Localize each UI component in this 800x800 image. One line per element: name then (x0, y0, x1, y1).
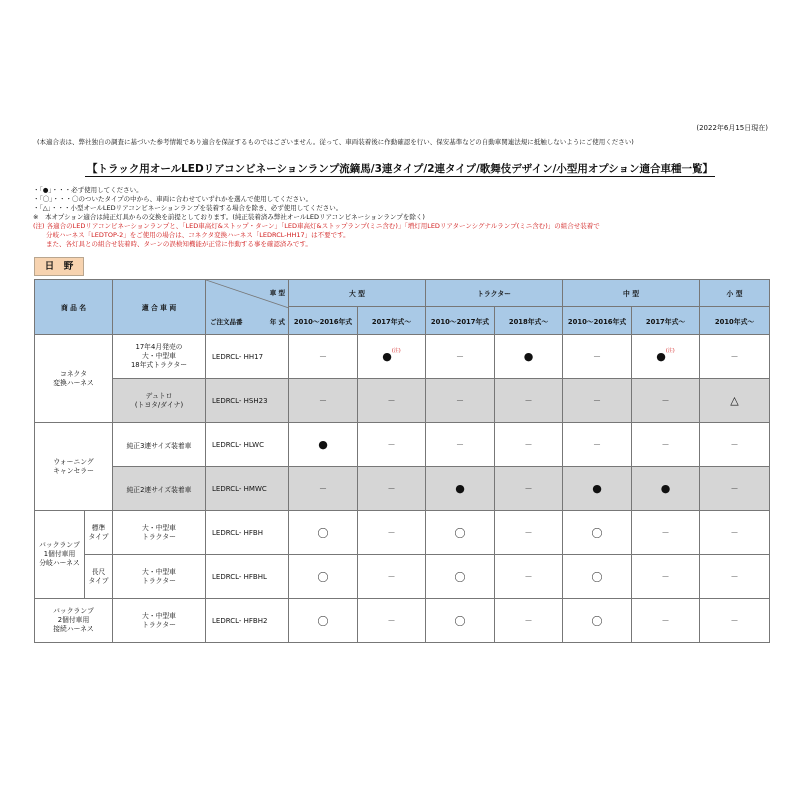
product-name: ウォーニング キャンセラー (35, 423, 113, 511)
mark-cell: － (456, 440, 464, 449)
mark-cell: － (524, 616, 533, 625)
mark-cell: － (319, 484, 327, 493)
mark-cell: － (524, 396, 533, 405)
mark-cell: － (387, 440, 396, 449)
year-header: 2010～2016年式 (289, 307, 358, 335)
mark-cell: － (730, 616, 739, 625)
year-header: 2017年式～ (632, 307, 700, 335)
corner-left-label: ご注文品番 (210, 318, 243, 326)
mark-cell: 〇 (317, 570, 329, 584)
product-name: バックランプ 1個付車用 分岐ハーネス (35, 511, 85, 599)
legend-line: ・「△」・・・小型オールLEDリアコンビネーションランプを装着する場合を除き、必ず使用してください。 (33, 204, 343, 212)
vehicle-cell: 大・中型車 トラクター (113, 599, 206, 643)
table-row (35, 599, 770, 643)
mark-cell: 〇 (591, 614, 603, 628)
mark-cell: ● (656, 350, 666, 363)
maker-label: 日 野 (34, 257, 84, 276)
table-row (35, 511, 770, 555)
mark-cell: ● (382, 350, 392, 363)
code-cell: LEDRCL- HLWC (206, 423, 289, 467)
vehicle-cell: 大・中型車 トラクター (113, 511, 206, 555)
note-marker: (注) (391, 348, 401, 354)
mark-cell: ● (318, 438, 328, 451)
mark-cell: － (456, 352, 464, 361)
mark-cell: ● (592, 482, 602, 495)
table-row (35, 379, 770, 423)
subtype-cell: 標準 タイプ (85, 511, 113, 555)
mark-cell: － (661, 440, 670, 449)
code-cell: LEDRCL- HH17 (206, 335, 289, 379)
mark-cell: － (456, 396, 464, 405)
vehicle-cell: 純正2連サイズ装着車 (113, 467, 206, 511)
year-header: 2017年式～ (358, 307, 426, 335)
year-header: 2018年式～ (495, 307, 563, 335)
mark-cell: － (730, 572, 739, 581)
year-header: 2010～2016年式 (563, 307, 632, 335)
mark-cell: 〇 (591, 570, 603, 584)
group-header: トラクター (426, 280, 563, 307)
mark-cell: △ (730, 394, 739, 407)
header-corner (206, 280, 289, 335)
mark-cell: ● (455, 482, 465, 495)
mark-cell: － (661, 572, 670, 581)
vehicle-cell: 17年4月発売の 大・中型車 18年式トラクター (113, 335, 206, 379)
mark-cell: 〇 (454, 614, 466, 628)
legend-notes (33, 186, 600, 249)
mark-cell: ● (523, 350, 534, 363)
mark-cell: － (593, 352, 602, 361)
mark-cell: － (524, 572, 533, 581)
mark-cell: － (387, 528, 396, 537)
table-row (35, 423, 770, 467)
code-cell: LEDRCL- HSH23 (206, 379, 289, 423)
legend-note-red: 分岐ハーネス「LEDTOP-2」をご使用の場合は、コネクタ変換ハーネス「LEDRCL-HH17」は不要です。 (33, 231, 350, 239)
mark-cell: － (319, 396, 327, 405)
product-name: コネクタ 変換ハーネス (35, 335, 113, 423)
page-title-text: 【トラック用オールLEDリアコンビネーションランプ流鏑馬/3連タイプ/2連タイプ/歌舞伎デザイン/小型用オプション適合車種一覧】 (87, 163, 713, 175)
mark-cell: － (730, 352, 739, 361)
mark-cell: － (387, 396, 396, 405)
group-header: 小 型 (700, 280, 770, 307)
legend-note-red: (注) 各適合のLEDリアコンビネーションランプと、「LED車高灯&ストップ・ターン」「LED車高灯&ストップランプ(ミニ含む)」「増灯用LEDリアターンシグナルランプ(ミニ含む)」の組合せ装着で (33, 222, 600, 230)
year-header: 2010～2017年式 (426, 307, 495, 335)
legend-line: ※ 本オプション適合は純正灯具からの交換を前提としております。(純正装着済み弊社オールLEDリアコンビネーションランプを除く) (33, 213, 425, 221)
mark-cell: － (524, 528, 533, 537)
vehicle-cell: 大・中型車 トラクター (113, 555, 206, 599)
header-vehicle: 適 合 車 両 (113, 280, 206, 335)
table-row (35, 467, 770, 511)
page-title (0, 161, 800, 176)
mark-cell: － (319, 352, 327, 361)
legend-line: ・「●」・・・必ず使用してください。 (33, 186, 143, 194)
mark-cell: 〇 (317, 614, 329, 628)
mark-cell: 〇 (454, 526, 466, 540)
table-row (35, 335, 770, 379)
compatibility-table (34, 279, 770, 643)
mark-cell: － (387, 484, 396, 493)
note-marker: (注) (665, 348, 675, 354)
mark-cell: － (593, 440, 602, 449)
mark-cell: － (524, 440, 533, 449)
mark-cell: － (661, 528, 670, 537)
mark-cell: － (387, 616, 396, 625)
group-header: 中 型 (563, 280, 700, 307)
code-cell: LEDRCL- HFBHL (206, 555, 289, 599)
mark-cell: － (661, 396, 670, 405)
mark-cell: － (730, 484, 739, 493)
subtype-cell: 長尺 タイプ (85, 555, 113, 599)
mark-cell: － (524, 484, 533, 493)
code-cell: LEDRCL- HFBH (206, 511, 289, 555)
corner-top-label: 車 型 (269, 289, 285, 297)
table-row (35, 555, 770, 599)
mark-cell: － (730, 440, 739, 449)
legend-line: ・「〇」・・・〇のついたタイプの中から、車両に合わせていずれかを選んで使用してください。 (33, 195, 313, 203)
mark-cell: － (593, 396, 602, 405)
product-name: バックランプ 2個付車用 接続ハーネス (35, 599, 113, 643)
code-cell: LEDRCL- HMWC (206, 467, 289, 511)
year-header: 2010年式～ (700, 307, 770, 335)
code-cell: LEDRCL- HFBH2 (206, 599, 289, 643)
legend-note-red: また、各灯具との組合せ装着時、ターンの誤検知機能が正常に作動する事を確認済みです。 (33, 240, 312, 248)
mark-cell: － (730, 528, 739, 537)
date-label: (2022年6月15日現在) (696, 124, 768, 132)
mark-cell: 〇 (591, 526, 603, 540)
corner-right-label: 年 式 (269, 318, 285, 326)
group-header: 大 型 (289, 280, 426, 307)
mark-cell: ● (660, 482, 671, 495)
disclaimer-text: (本適合表は、弊社独自の調査に基づいた参考情報であり適合を保証するものではございません。従って、車両装着後に作動確認を行い、保安基準などの自動車関連法規に抵触しないようにご使用ください) (37, 138, 634, 146)
mark-cell: 〇 (454, 570, 466, 584)
vehicle-cell: 純正3連サイズ装着車 (113, 423, 206, 467)
mark-cell: － (387, 572, 396, 581)
mark-cell: 〇 (317, 526, 329, 540)
vehicle-cell: デュトロ (トヨタ/ダイナ) (113, 379, 206, 423)
header-product: 商 品 名 (35, 280, 113, 335)
mark-cell: － (661, 616, 670, 625)
